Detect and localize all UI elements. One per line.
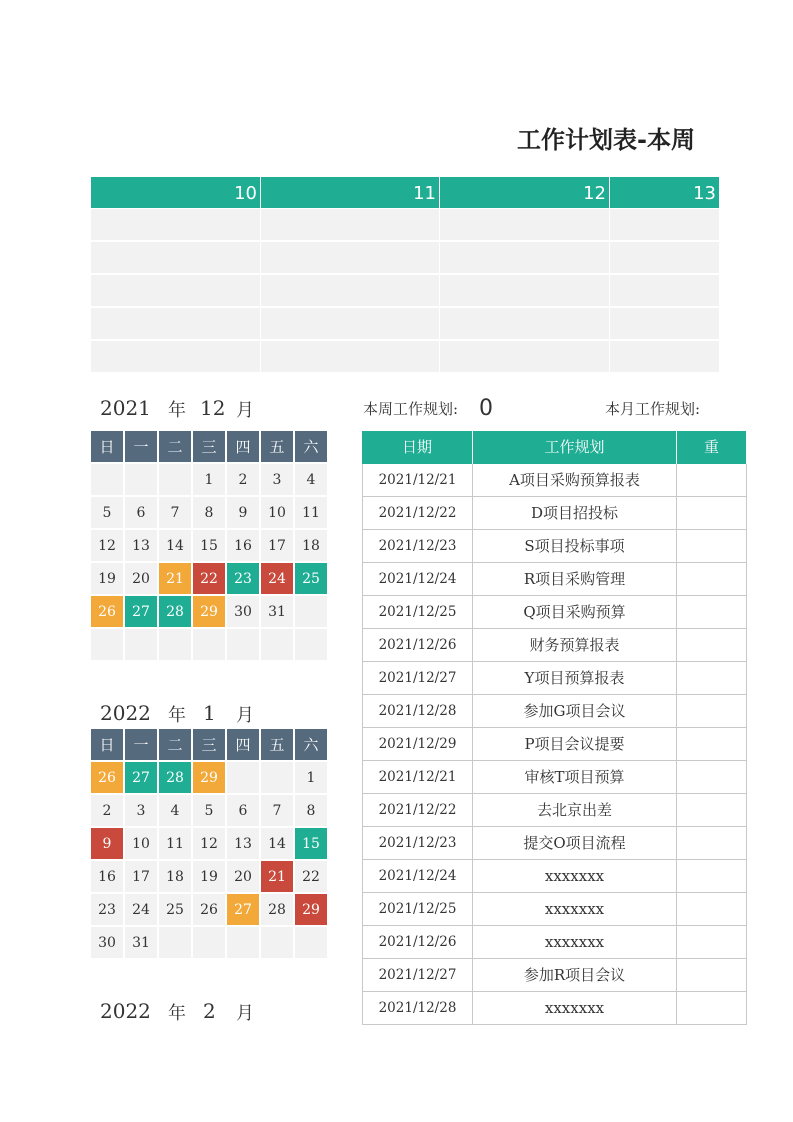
month-label-month-word: 月 [236, 400, 254, 421]
calendar-day[interactable]: 2 [227, 464, 260, 496]
page-title: 工作计划表-本周 [517, 126, 695, 154]
month-label-year-word: 年 [168, 400, 186, 421]
calendar-day[interactable]: 1 [193, 464, 226, 496]
calendar-day[interactable]: 17 [125, 861, 158, 893]
weekday-header: 四 [227, 431, 260, 463]
calendar-day[interactable]: 30 [227, 596, 260, 628]
calendar-empty-cell [91, 464, 124, 496]
weekday-header: 六 [295, 729, 328, 761]
week-plan-cell[interactable] [91, 209, 261, 241]
calendar-day[interactable]: 23 [91, 894, 124, 926]
calendar-day[interactable]: 7 [159, 497, 192, 529]
calendar-day[interactable]: 5 [193, 795, 226, 827]
calendar-empty-cell [159, 629, 192, 661]
task-priority-cell[interactable] [677, 530, 747, 563]
calendar-day[interactable]: 21 [159, 563, 192, 595]
week-plan-cell[interactable] [91, 308, 261, 340]
calendar-day[interactable]: 11 [159, 828, 192, 860]
calendar-day[interactable]: 4 [159, 795, 192, 827]
calendar-day[interactable]: 25 [159, 894, 192, 926]
weekday-header: 二 [159, 431, 192, 463]
calendar-day[interactable]: 12 [91, 530, 124, 562]
task-date-cell[interactable]: 2021/12/26 [362, 629, 473, 662]
calendar-empty-cell [193, 927, 226, 959]
month-label-month: 1 [203, 701, 216, 725]
task-priority-cell[interactable] [677, 695, 747, 728]
task-plan-cell[interactable]: S项目投标事项 [473, 530, 677, 563]
task-table-header: 工作规划 [473, 431, 677, 464]
week-day-header: 11 [261, 177, 440, 208]
week-plan-cell[interactable] [440, 308, 610, 340]
month-label-month-word: 月 [236, 1003, 254, 1024]
task-date-cell[interactable]: 2021/12/24 [362, 860, 473, 893]
task-date-cell[interactable]: 2021/12/21 [362, 761, 473, 794]
calendar-day[interactable]: 12 [193, 828, 226, 860]
month-label-month: 12 [200, 396, 226, 420]
week-plan-cell[interactable] [261, 209, 440, 241]
task-date-cell[interactable]: 2021/12/25 [362, 596, 473, 629]
week-plan-cell[interactable] [610, 308, 720, 340]
task-plan-cell[interactable]: R项目采购管理 [473, 563, 677, 596]
weekday-header: 三 [193, 431, 226, 463]
calendar-day[interactable]: 27 [227, 894, 260, 926]
calendar-day[interactable]: 15 [295, 828, 328, 860]
calendar-day[interactable]: 29 [295, 894, 328, 926]
calendar-day[interactable]: 31 [125, 927, 158, 959]
task-date-cell[interactable]: 2021/12/23 [362, 530, 473, 563]
calendar-empty-cell [261, 762, 294, 794]
calendar-empty-cell [227, 927, 260, 959]
calendar-day[interactable]: 13 [227, 828, 260, 860]
week-day-header: 10 [91, 177, 261, 208]
task-plan-cell[interactable]: 提交O项目流程 [473, 827, 677, 860]
task-date-cell[interactable]: 2021/12/25 [362, 893, 473, 926]
calendar-day[interactable]: 19 [193, 861, 226, 893]
calendar-empty-cell [125, 464, 158, 496]
week-day-header: 13 [610, 177, 720, 208]
task-priority-cell[interactable] [677, 662, 747, 695]
task-priority-cell[interactable] [677, 629, 747, 662]
task-plan-cell[interactable]: 参加R项目会议 [473, 959, 677, 992]
calendar-empty-cell [295, 629, 328, 661]
calendar-day[interactable]: 20 [125, 563, 158, 595]
calendar-day[interactable]: 2 [91, 795, 124, 827]
task-plan-cell[interactable]: P项目会议提要 [473, 728, 677, 761]
calendar-day[interactable]: 24 [125, 894, 158, 926]
weekday-header: 二 [159, 729, 192, 761]
calendar-day[interactable]: 28 [159, 596, 192, 628]
week-plan-value: 0 [479, 396, 493, 421]
calendar-day[interactable]: 1 [295, 762, 328, 794]
calendar-day[interactable]: 3 [125, 795, 158, 827]
calendar-day[interactable]: 26 [193, 894, 226, 926]
task-date-cell[interactable]: 2021/12/22 [362, 794, 473, 827]
weekday-header: 五 [261, 431, 294, 463]
week-plan-cell[interactable] [610, 242, 720, 274]
calendar-day[interactable]: 4 [295, 464, 328, 496]
task-date-cell[interactable]: 2021/12/22 [362, 497, 473, 530]
calendar-empty-cell [193, 629, 226, 661]
week-plan-cell[interactable] [261, 341, 440, 373]
calendar-day[interactable]: 28 [159, 762, 192, 794]
calendar-day[interactable]: 10 [125, 828, 158, 860]
task-plan-cell[interactable]: xxxxxxx [473, 893, 677, 926]
week-plan-cell[interactable] [261, 242, 440, 274]
calendar-day[interactable]: 19 [91, 563, 124, 595]
calendar-day[interactable]: 9 [91, 828, 124, 860]
weekday-header: 一 [125, 729, 158, 761]
calendar-day[interactable]: 11 [295, 497, 328, 529]
month-label-year: 2021 [100, 396, 151, 420]
task-priority-cell[interactable] [677, 926, 747, 959]
calendar-day[interactable]: 16 [91, 861, 124, 893]
task-priority-cell[interactable] [677, 860, 747, 893]
calendar-empty-cell [227, 762, 260, 794]
week-plan-cell[interactable] [440, 209, 610, 241]
task-table-header: 重 [677, 431, 747, 464]
calendar-day[interactable]: 26 [91, 762, 124, 794]
calendar-day[interactable]: 30 [91, 927, 124, 959]
calendar-empty-cell [295, 927, 328, 959]
calendar-day[interactable]: 9 [227, 497, 260, 529]
task-plan-cell[interactable]: 审核T项目预算 [473, 761, 677, 794]
week-plan-cell[interactable] [440, 341, 610, 373]
week-plan-cell[interactable] [91, 275, 261, 307]
weekday-header: 五 [261, 729, 294, 761]
month-label-year-word: 年 [168, 1003, 186, 1024]
week-day-header: 12 [440, 177, 610, 208]
calendar-day[interactable]: 3 [261, 464, 294, 496]
task-plan-cell[interactable]: A项目采购预算报表 [473, 464, 677, 497]
week-plan-cell[interactable] [610, 275, 720, 307]
task-plan-cell[interactable]: 财务预算报表 [473, 629, 677, 662]
calendar-day[interactable]: 14 [261, 828, 294, 860]
calendar-day[interactable]: 22 [193, 563, 226, 595]
week-plan-cell[interactable] [610, 209, 720, 241]
calendar-day[interactable]: 17 [261, 530, 294, 562]
calendar-day[interactable]: 18 [159, 861, 192, 893]
calendar-day[interactable]: 6 [227, 795, 260, 827]
task-date-cell[interactable]: 2021/12/29 [362, 728, 473, 761]
task-plan-cell[interactable]: Q项目采购预算 [473, 596, 677, 629]
task-priority-cell[interactable] [677, 827, 747, 860]
task-plan-cell[interactable]: D项目招投标 [473, 497, 677, 530]
calendar-empty-cell [295, 596, 328, 628]
task-priority-cell[interactable] [677, 596, 747, 629]
task-date-cell[interactable]: 2021/12/27 [362, 662, 473, 695]
task-plan-cell[interactable]: Y项目预算报表 [473, 662, 677, 695]
calendar-empty-cell [261, 629, 294, 661]
calendar-day[interactable]: 23 [227, 563, 260, 595]
calendar-empty-cell [227, 629, 260, 661]
calendar-day[interactable]: 27 [125, 762, 158, 794]
week-plan-cell[interactable] [91, 341, 261, 373]
week-plan-cell[interactable] [440, 275, 610, 307]
calendar-empty-cell [261, 927, 294, 959]
task-date-cell[interactable]: 2021/12/27 [362, 959, 473, 992]
calendar-day[interactable]: 6 [125, 497, 158, 529]
weekday-header: 三 [193, 729, 226, 761]
calendar-day[interactable]: 29 [193, 762, 226, 794]
week-plan-cell[interactable] [610, 341, 720, 373]
month-label-year: 2022 [100, 999, 151, 1023]
weekday-header: 一 [125, 431, 158, 463]
calendar-day[interactable]: 20 [227, 861, 260, 893]
task-priority-cell[interactable] [677, 959, 747, 992]
calendar-day[interactable]: 16 [227, 530, 260, 562]
weekday-header: 六 [295, 431, 328, 463]
month-label-year: 2022 [100, 701, 151, 725]
month-label-month-word: 月 [236, 705, 254, 726]
week-plan-cell[interactable] [440, 242, 610, 274]
week-plan-cell[interactable] [261, 275, 440, 307]
calendar-day[interactable]: 26 [91, 596, 124, 628]
calendar-day[interactable]: 8 [295, 795, 328, 827]
task-table-header: 日期 [362, 431, 473, 464]
task-priority-cell[interactable] [677, 497, 747, 530]
task-priority-cell[interactable] [677, 728, 747, 761]
calendar-day[interactable]: 27 [125, 596, 158, 628]
calendar-day[interactable]: 14 [159, 530, 192, 562]
calendar-day[interactable]: 18 [295, 530, 328, 562]
month-label-month: 2 [203, 999, 216, 1023]
task-priority-cell[interactable] [677, 992, 747, 1025]
month-label-year-word: 年 [168, 705, 186, 726]
week-plan-label: 本周工作规划: [363, 400, 459, 418]
task-date-cell[interactable]: 2021/12/26 [362, 926, 473, 959]
calendar-day[interactable]: 31 [261, 596, 294, 628]
week-plan-cell[interactable] [261, 308, 440, 340]
task-priority-cell[interactable] [677, 794, 747, 827]
weekday-header: 四 [227, 729, 260, 761]
calendar-empty-cell [125, 629, 158, 661]
week-plan-cell[interactable] [91, 242, 261, 274]
calendar-day[interactable]: 15 [193, 530, 226, 562]
task-plan-cell[interactable]: xxxxxxx [473, 926, 677, 959]
calendar-day[interactable]: 22 [295, 861, 328, 893]
calendar-day[interactable]: 13 [125, 530, 158, 562]
calendar-day[interactable]: 28 [261, 894, 294, 926]
task-date-cell[interactable]: 2021/12/21 [362, 464, 473, 497]
weekday-header: 日 [91, 431, 124, 463]
calendar-day[interactable]: 25 [295, 563, 328, 595]
task-priority-cell[interactable] [677, 893, 747, 926]
task-plan-cell[interactable]: 去北京出差 [473, 794, 677, 827]
task-date-cell[interactable]: 2021/12/28 [362, 695, 473, 728]
calendar-day[interactable]: 29 [193, 596, 226, 628]
task-date-cell[interactable]: 2021/12/23 [362, 827, 473, 860]
task-plan-cell[interactable]: xxxxxxx [473, 860, 677, 893]
task-date-cell[interactable]: 2021/12/28 [362, 992, 473, 1025]
calendar-day[interactable]: 10 [261, 497, 294, 529]
task-date-cell[interactable]: 2021/12/24 [362, 563, 473, 596]
month-plan-label: 本月工作规划: [605, 400, 701, 418]
calendar-empty-cell [159, 927, 192, 959]
calendar-day[interactable]: 24 [261, 563, 294, 595]
calendar-day[interactable]: 8 [193, 497, 226, 529]
task-plan-cell[interactable]: xxxxxxx [473, 992, 677, 1025]
calendar-empty-cell [91, 629, 124, 661]
weekday-header: 日 [91, 729, 124, 761]
task-priority-cell[interactable] [677, 464, 747, 497]
calendar-day[interactable]: 21 [261, 861, 294, 893]
task-priority-cell[interactable] [677, 563, 747, 596]
calendar-empty-cell [159, 464, 192, 496]
calendar-day[interactable]: 5 [91, 497, 124, 529]
task-plan-cell[interactable]: 参加G项目会议 [473, 695, 677, 728]
task-priority-cell[interactable] [677, 761, 747, 794]
calendar-day[interactable]: 7 [261, 795, 294, 827]
